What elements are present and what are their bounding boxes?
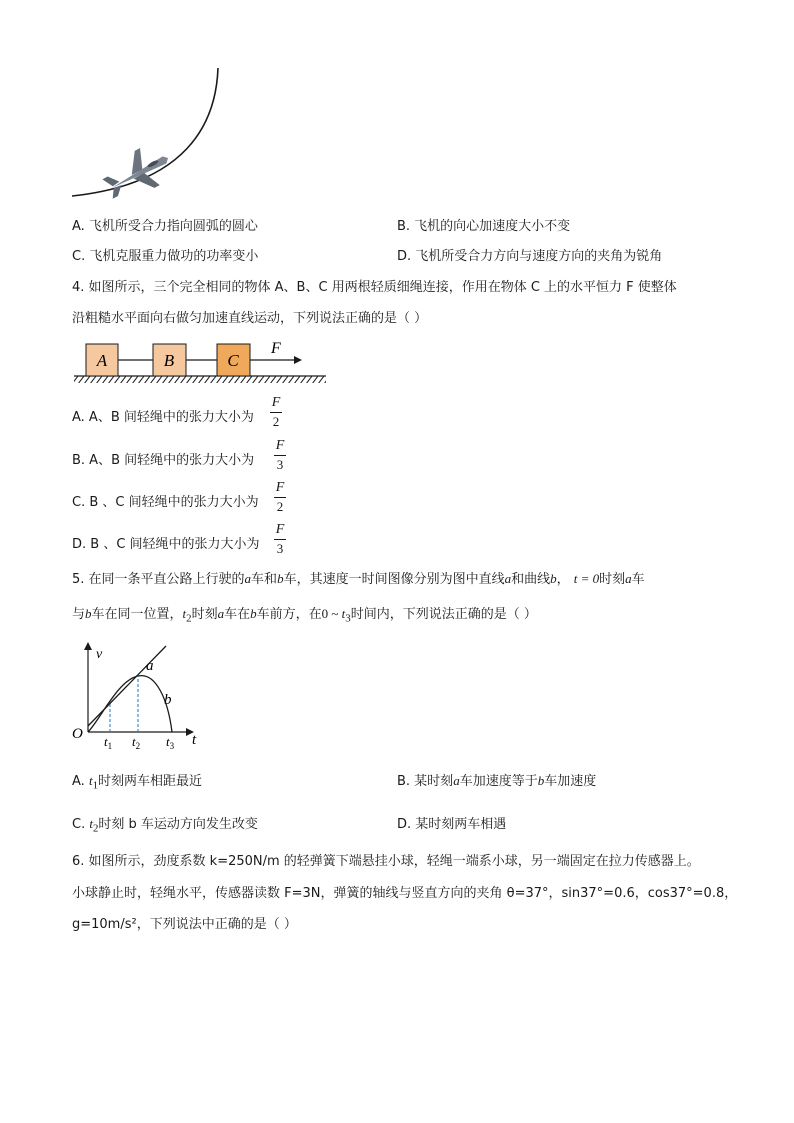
curve-b [88,676,172,732]
q5-option-c: C. $t_2$时刻 b 车运动方向发生改变 [72,816,258,835]
block-c-label: C [227,351,239,370]
q6-stem-line1: 6. 如图所示，劲度系数 k=250N/m 的轻弹簧下端悬挂小球，轻绳一端系小球，另一端固定在拉力传感器上。 [72,854,700,869]
q4-stem-line2: 沿粗糙水平面向右做匀加速直线运动，下列说法正确的是（ ） [72,311,428,326]
q5-vt-graph [70,640,210,752]
q4-option-a: A. A、B 间轻绳中的张力大小为 [72,410,254,425]
q4-stem-line1: 4. 如图所示，三个完全相同的物体 A、B、C 用两根轻质细绳连接，作用在物体 C 上的水平恒力 F 使整体 [72,280,677,295]
q4-option-b-fraction: F 3 [275,438,285,472]
arrow-head-icon [294,356,302,364]
q6-stem-line2: 小球静止时，轻绳水平，传感器读数 F=3N，弹簧的轴线与竖直方向的夹角 θ=37°，sin37°=0.6，cos37°=0.8， [72,886,738,901]
q4-option-d: D. B 、C 间轻绳中的张力大小为 [72,537,260,552]
q3-option-a: A. 飞机所受合力指向圆弧的圆心 [72,219,258,234]
q4-option-c: C. B 、C 间轻绳中的张力大小为 [72,495,259,510]
q3-option-c: C. 飞机克服重力做功的功率变小 [72,249,259,264]
q5-option-d: D. 某时刻两车相遇 [397,817,507,832]
q4-option-d-fraction: F 3 [275,522,285,556]
graph-t2-label: $t_2$ [132,734,141,751]
graph-v-label: v [96,647,103,662]
ground-hatch [74,376,326,383]
q3-figure [66,64,226,200]
q3-option-d: D. 飞机所受合力方向与速度方向的夹角为锐角 [397,249,663,264]
graph-t3-label: $t_3$ [166,734,175,751]
graph-b-label: b [164,692,172,708]
block-a-label: A [96,351,108,370]
block-b-label: B [163,351,175,370]
graph-origin-label: O [72,726,83,742]
q4-figure [72,336,332,386]
v-axis-arrow-icon [84,642,92,650]
q4-option-a-fraction: F 2 [271,395,281,429]
q6-stem-line3: g=10m/s²，下列说法中正确的是（ ） [72,917,297,932]
q4-option-c-fraction: F 2 [275,480,285,514]
q4-option-b: B. A、B 间轻绳中的张力大小为 [72,453,255,468]
graph-a-label: a [146,658,154,674]
graph-t1-label: $t_1$ [104,734,113,751]
q5-stem-line2: 与b车在同一位置，$t_2$时刻a车在b车前方，在0 ~ $t_3$时间内，下列说法正确的是（ ） [72,606,537,625]
jet-icon [98,139,178,200]
q5-option-a: A. $t_1$时刻两车相距最近 [72,773,202,792]
q5-option-b: B. 某时刻a车加速度等于b车加速度 [397,773,597,789]
q3-option-b: B. 飞机的向心加速度大小不变 [397,219,571,234]
force-label: F [271,340,281,357]
graph-t-label: t [192,732,197,748]
q5-stem-line1: 5. 在同一条平直公路上行驶的a车和b车，其速度一时间图像分别为图中直线a和曲线b， t = 0时刻a车 [72,571,645,587]
